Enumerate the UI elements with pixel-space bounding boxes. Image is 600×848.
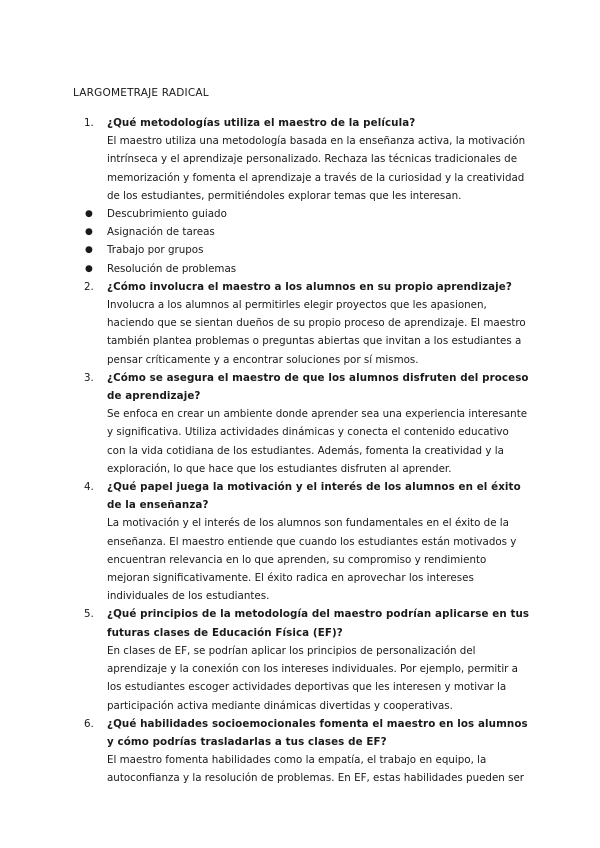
answer-6: El maestro fomenta habilidades como la empatía, el trabajo en equipo, la autoconfianza y la resolución de problemas. En EF, estas habilidades pueden ser xyxy=(107,754,525,785)
question-1-text: ¿Qué metodologías utiliza el maestro de la película? xyxy=(107,117,416,129)
answer-2: Involucra a los alumnos al permitirles elegir proyectos que les apasionen, haciendo que se sientan dueños de su propio proceso de aprendizaje. El maestro también plantea problemas o preguntas abiertas que invitan a los estudiantes a pensar críticamente y a encontrar soluciones por sí mismos. xyxy=(107,299,526,366)
bullet-icon: ● xyxy=(85,245,93,256)
question-3 xyxy=(84,369,530,405)
document-title: LARGOMETRAJE RADICAL xyxy=(73,87,209,99)
answer-3: Se enfoca en crear un ambiente donde aprender sea una experiencia interesante y significativa. Utiliza actividades dinámicas y conecta el contenido educativo con la vida cotidiana de los estudiantes. Además, fomenta la creatividad y la exploración, lo que hace que los estudiantes disfruten al aprender. xyxy=(107,408,528,475)
question-6-number: 6. xyxy=(84,717,94,730)
list-item-text: Resolución de problemas xyxy=(107,262,237,275)
question-6-text: ¿Qué habilidades socioemocionales fomenta el maestro en los alumnos y cómo podrías trasladarlas a tus clases de EF? xyxy=(107,717,528,748)
question-5-number: 5. xyxy=(84,608,94,621)
list-item-text: Descubrimiento guiado xyxy=(107,208,227,221)
document-body xyxy=(84,114,530,788)
answer-1: El maestro utiliza una metodología basada en la enseñanza activa, la motivación intrínseca y el aprendizaje personalizado. Rechaza las técnicas tradicionales de memorización y fomenta el aprendizaje a través de la curiosidad y la creatividad de los estudiantes, permitiéndoles explorar temas que les interesan. xyxy=(107,135,526,202)
question-2 xyxy=(84,278,530,296)
answer-5: En clases de EF, se podrían aplicar los principios de personalización del aprendizaje y la conexión con los intereses individuales. Por ejemplo, permitir a los estudiantes escoger actividades deportivas que les interesen y motivar la participación activa mediante dinámicas divertidas y cooperativas. xyxy=(107,644,518,712)
question-2-number: 2. xyxy=(84,280,94,293)
question-2-text: ¿Cómo involucra el maestro a los alumnos en su propio aprendizaje? xyxy=(107,280,512,293)
question-5-text: ¿Qué principios de la metodología del maestro podrían aplicarse en tus futuras clases de Educación Física (EF)? xyxy=(107,608,530,639)
question-5 xyxy=(84,605,530,641)
list-item-text: Asignación de tareas xyxy=(107,226,215,239)
list-item-text: Trabajo por grupos xyxy=(107,244,204,257)
list-item xyxy=(84,241,530,259)
list-item xyxy=(84,205,530,223)
list-item xyxy=(84,223,530,241)
answer-4: La motivación y el interés de los alumnos son fundamentales en el éxito de la enseñanza. El maestro entiende que cuando los estudiantes están motivados y encuentran relevancia en lo que aprenden, su compromiso y rendimiento mejoran significativamente. El éxito radica en aprovechar los intereses individuales de los estudiantes. xyxy=(107,517,517,603)
bullet-icon: ● xyxy=(85,227,93,238)
question-6 xyxy=(84,715,530,751)
question-1-number: 1. xyxy=(84,117,94,129)
question-3-text: ¿Cómo se asegura el maestro de que los alumnos disfruten del proceso de aprendizaje? xyxy=(107,371,529,403)
list-item xyxy=(84,260,530,278)
bullet-icon: ● xyxy=(85,263,93,274)
bullet-icon: ● xyxy=(85,209,93,220)
methodology-list xyxy=(84,205,530,278)
question-4-text: ¿Qué papel juega la motivación y el interés de los alumnos en el éxito de la enseñanza? xyxy=(107,481,521,512)
question-4 xyxy=(84,478,530,514)
question-1 xyxy=(84,114,530,132)
question-4-number: 4. xyxy=(84,481,94,494)
question-3-number: 3. xyxy=(84,371,94,384)
